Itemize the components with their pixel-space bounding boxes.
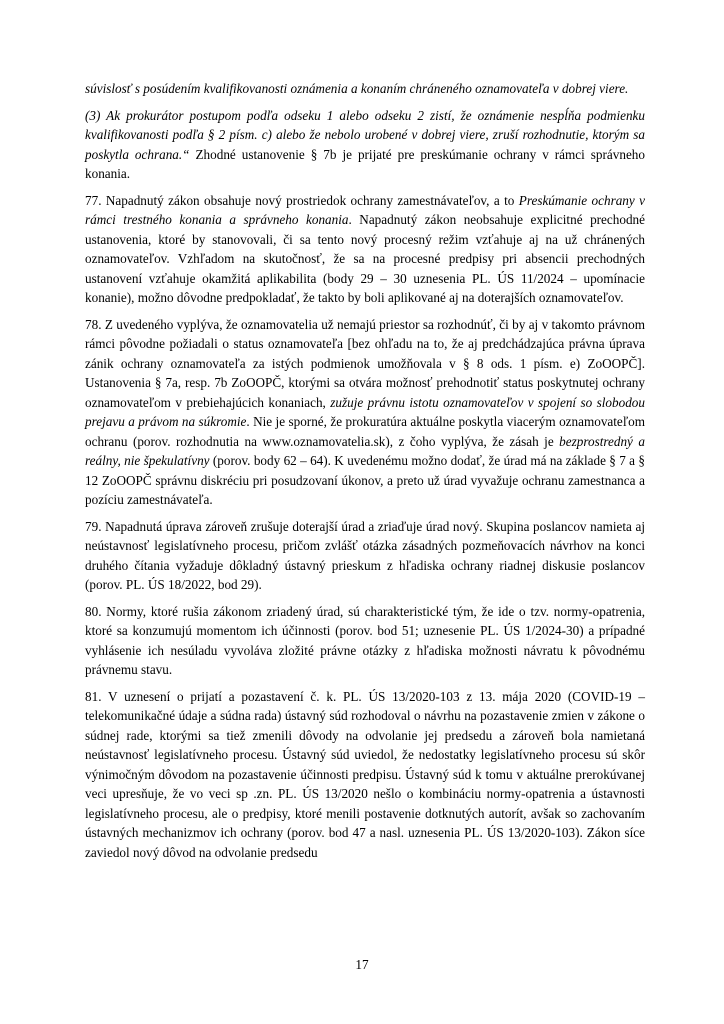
- italic-text-run: bezprostredný a reálny, nie špekulatívny: [85, 433, 645, 468]
- italic-text-run: zužuje právnu istotu oznamovateľov v spojení so slobodou prejavu a právom na súkromie: [85, 394, 645, 429]
- text-run: 78. Z uvedeného vyplýva, že oznamovatelia už nemajú priestor sa rozhodnúť, či by aj v takomto právnom rámci pôvodne požiadali o status oznamovateľa [bez ohľadu na to, že aj predchádzajúca právna úprava zánik ochrany oznamovateľa za istých podmienok umožňovala v § 8 ods. 1 písm. e) ZoOOPČ]. Ustanovenia § 7a, resp. 7b ZoOOPČ, ktorými sa otvára možnosť prehodnotiť status poskytnutej ochrany oznamovateľom v prebiehajúcich konaniach,: [85, 316, 645, 410]
- text-run: 77. Napadnutý zákon obsahuje nový prostriedok ochrany zamestnávateľov, a to: [85, 192, 519, 208]
- paragraph: [85, 687, 645, 863]
- italic-text-run: (3) Ak prokurátor postupom podľa odseku 1 alebo odseku 2 zistí, že oznámenie nespĺňa podmienku kvalifikovanosti podľa § 2 písm. c) alebo že nebolo urobené v dobrej viere, zruší rozhodnutie, ktorým sa poskytla ochrana.“: [85, 107, 645, 162]
- text-run: . Napadnutý zákon neobsahuje explicitné prechodné ustanovenia, ktoré by stanovovali, či sa tento nový procesný režim vzťahuje aj na už chránených oznamovateľov. Vzhľadom na skutočnosť, že sa na procesné predpisy pri absencii prechodných ustanovení vzťahuje okamžitá aplikabilita (body 29 – 30 uznesenia PL. ÚS 11/2024 – upomínacie konanie), možno dôvodne predpokladať, že takto by boli aplikované aj na doterajších oznamovateľov.: [85, 212, 645, 305]
- paragraph: [85, 106, 645, 184]
- paragraph: [85, 602, 645, 680]
- paragraph: [85, 517, 645, 595]
- text-run: 79. Napadnutá úprava zároveň zrušuje doterajší úrad a zriaďuje úrad nový. Skupina poslancov namieta aj neústavnosť legislatívneho procesu, pričom zvlášť otázka zásadných pozmeňovacích návrhov na konci druhého čítania vyžaduje dôkladný ústavný prieskum z hľadiska ochrany riadnej diskusie poslancov (porov. PL. ÚS 18/2022, bod 29).: [85, 518, 645, 592]
- text-run: 80. Normy, ktoré rušia zákonom zriadený úrad, sú charakteristické tým, že ide o tzv. normy-opatrenia, ktoré sa konzumujú momentom ich účinnosti (porov. bod 51; uznesenie PL. ÚS 1/2024-30) a prípadné vyhlásenie ich nesúladu vyvoláva zložité právne otázky z hľadiska možnosti návratu k pôvodnému právnemu stavu.: [85, 603, 645, 677]
- paragraph: [85, 191, 645, 308]
- paragraph: [85, 315, 645, 510]
- text-run: Zhodné ustanovenie § 7b je prijaté pre preskúmanie ochrany v rámci správneho konania.: [85, 146, 645, 181]
- text-run: 81. V uznesení o prijatí a pozastavení č. k. PL. ÚS 13/2020-103 z 13. mája 2020 (COVID-19 – telekomunikačné údaje a súdna rada) ústavný súd rozhodoval o návrhu na pozastavenie zmien v zákone o súdnej rade, ktorými sa tiež zmenili dôvody na odvolanie jej predsedu a zároveň bola namietaná neústavnosť legislatívneho procesu. Ústavný súd uviedol, že nedostatky legislatívneho procesu sú skôr výnimočným dôvodom na pozastavenie účinnosti predpisu. Ústavný súd k tomu v aktuálne prerokúvanej veci upresňuje, že vo veci sp .zn. PL. ÚS 13/2020 nešlo o kombináciu normy-opatrenia a ústavnosti legislatívneho procesu, ale o predpisy, ktoré menili postavenie dotknutých autorít, avšak so zachovaním ústavných mechanizmov ich ochrany (porov. bod 47 a nasl. uznesenia PL. ÚS 13/2020-103). Zákon síce zaviedol nový dôvod na odvolanie predsedu: [85, 688, 645, 860]
- italic-text-run: Preskúmanie ochrany v rámci trestného konania a správneho konania: [85, 192, 645, 227]
- text-run: . Nie je sporné, že prokuratúra aktuálne poskytla viacerým oznamovateľom ochranu (porov. rozhodnutia na www.oznamovatelia.sk), z čoho vyplýva, že zásah je: [85, 414, 645, 449]
- page-number: 17: [355, 956, 369, 972]
- paragraph: [85, 79, 645, 99]
- document-body: [85, 79, 645, 862]
- italic-text-run: súvislosť s posúdením kvalifikovanosti oznámenia a konaním chráneného oznamovateľa v dobrej viere.: [85, 81, 629, 96]
- text-run: (porov. body 62 – 64). K uvedenému možno dodať, že úrad má na základe § 7 a § 12 ZoOOPČ správnu diskréciu pri posudzovaní úkonov, a preto už úrad vyvažuje ochranu zamestnanca a pozíciu zamestnávateľa.: [85, 453, 645, 507]
